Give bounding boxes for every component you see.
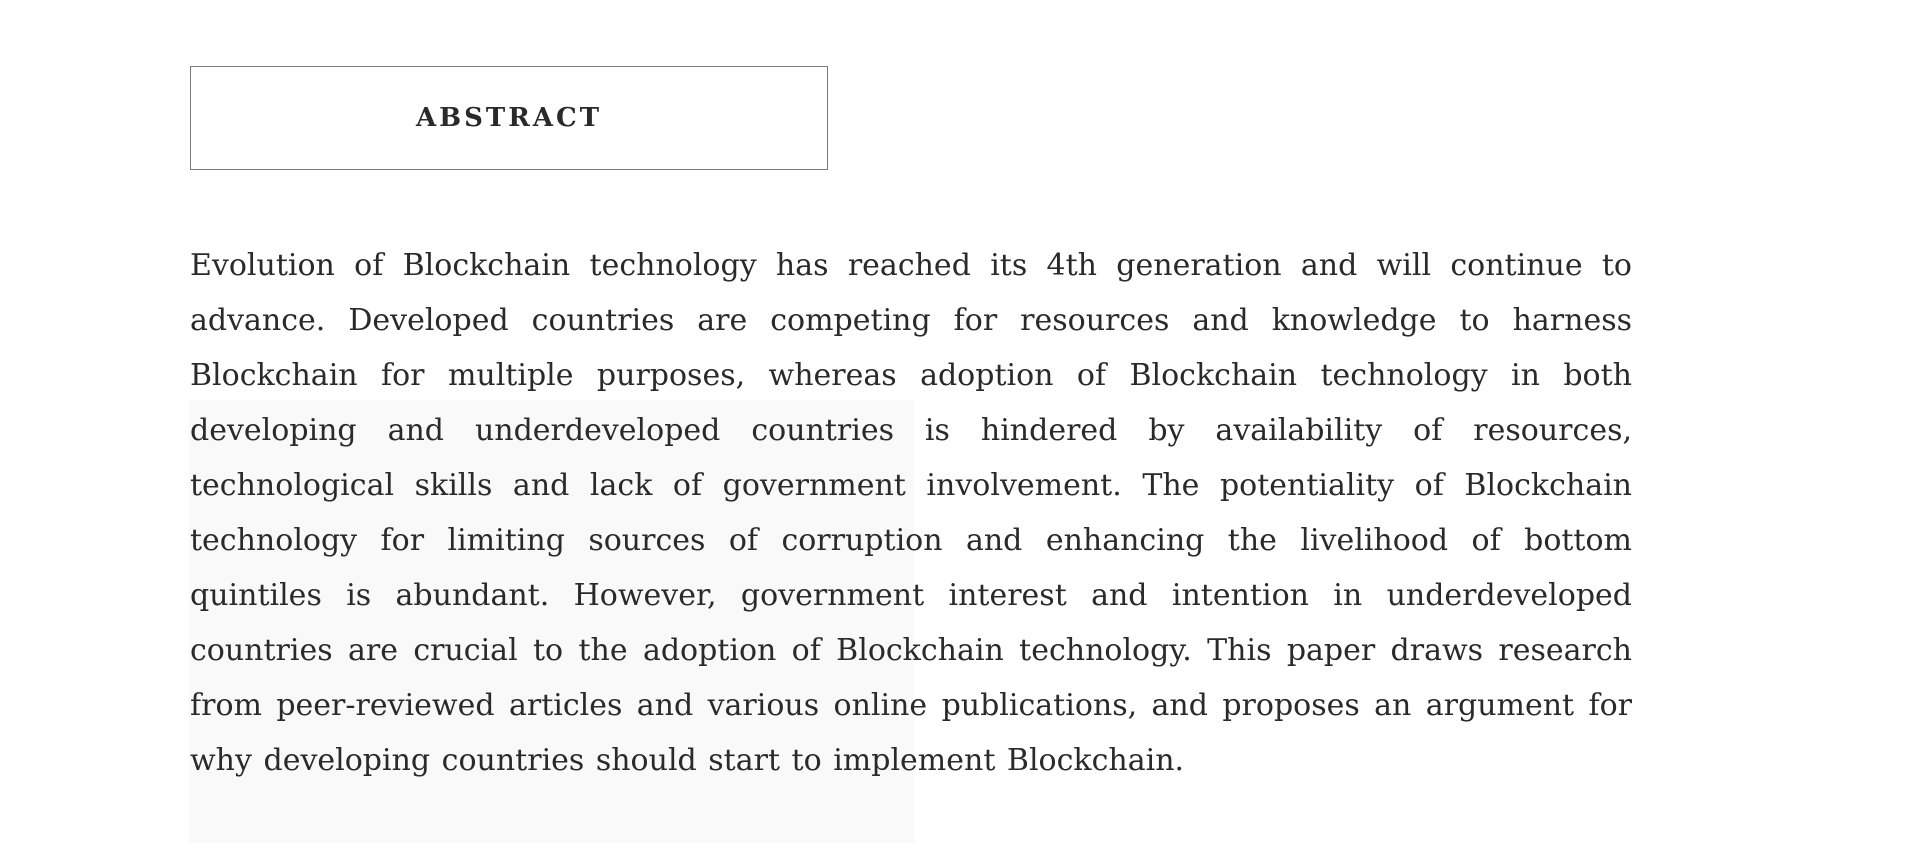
abstract-body-text: Evolution of Blockchain technology has reached its 4th generation and will continue to advance. Developed countries are competing for resources and knowledge to harness Blockchain for multiple purposes, whereas adoption of Blockchain technology in both developing and underdeveloped countries is hindered by availability of resources, technological skills and lack of government involvement. The potentiality of Blockchain technology for limiting sources of corruption and enhancing the livelihood of bottom quintiles is abundant. However, government interest and intention in underdeveloped countries are crucial to the adoption of Blockchain technology. This paper draws research from peer-reviewed articles and various online publications, and proposes an argument for why developing countries should start to implement Blockchain. (190, 248, 1632, 778)
abstract-heading-box (190, 66, 828, 170)
abstract-heading: ABSTRACT (415, 103, 603, 133)
